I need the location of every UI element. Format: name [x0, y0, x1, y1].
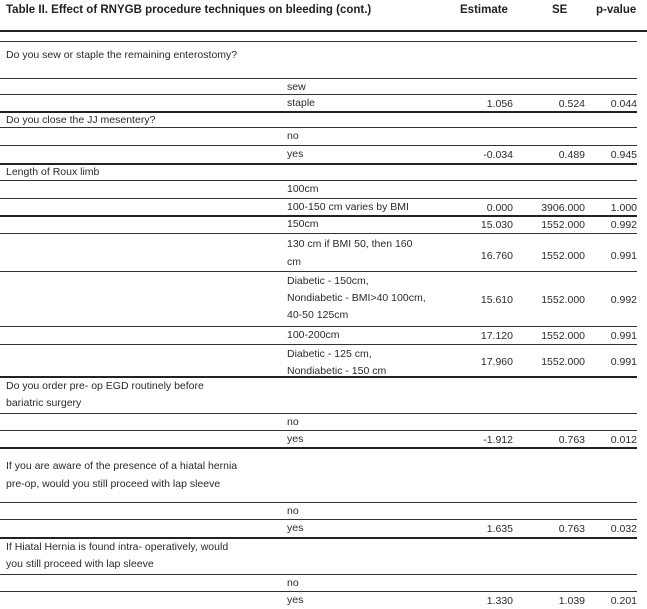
se-value: 1552.000	[541, 330, 585, 342]
row-divider	[0, 233, 637, 234]
row-divider	[0, 574, 637, 575]
estimate-value: 1.056	[486, 98, 513, 110]
estimate-value: -1.912	[483, 434, 513, 446]
answer-diabetic-125cm-line1: Diabetic - 125 cm,	[287, 348, 372, 360]
question-roux-limb: Length of Roux limb	[6, 166, 100, 178]
answer-yes: yes	[287, 522, 304, 534]
estimate-value: 15.030	[480, 219, 513, 231]
estimate-value: 1.330	[486, 595, 513, 607]
se-value: 3906.000	[541, 202, 585, 214]
question-preop-egd-line1: Do you order pre- op EGD routinely before	[6, 380, 204, 392]
se-value: 0.524	[558, 98, 585, 110]
se-value: 0.763	[558, 523, 585, 535]
answer-130-160cm-line2: cm	[287, 256, 301, 268]
answer-diabetic-125cm-line2: Nondiabetic - 150 cm	[287, 365, 387, 377]
answer-100cm: 100cm	[287, 183, 319, 195]
answer-no: no	[287, 416, 299, 428]
estimate-value: 17.960	[480, 356, 513, 368]
question-enterostomy: Do you sew or staple the remaining enterostomy?	[6, 49, 238, 61]
answer-130-160cm-line1: 130 cm if BMI 50, then 160	[287, 238, 413, 250]
answer-150cm: 150cm	[287, 218, 319, 230]
answer-staple: staple	[287, 97, 316, 109]
estimate-value: 16.760	[480, 250, 513, 262]
answer-100-200cm: 100-200cm	[287, 329, 340, 341]
row-divider	[0, 145, 637, 146]
pvalue-value: 0.991	[610, 330, 637, 342]
row-divider	[0, 78, 637, 79]
row-divider	[0, 271, 637, 272]
se-value: 0.763	[558, 434, 585, 446]
pvalue-value: 0.945	[610, 149, 637, 161]
estimate-value: 15.610	[480, 294, 513, 306]
se-value: 1552.000	[541, 219, 585, 231]
estimate-value: -0.034	[483, 149, 513, 161]
se-value: 1552.000	[541, 250, 585, 262]
answer-yes: yes	[287, 594, 304, 606]
pvalue-value: 0.991	[610, 250, 637, 262]
answer-diabetic-150cm-line1: Diabetic - 150cm,	[287, 275, 369, 287]
question-jj-mesentery: Do you close the JJ mesentery?	[6, 114, 156, 126]
answer-100-150cm: 100-150 cm varies by BMI	[287, 201, 409, 213]
pvalue-value: 1.000	[610, 202, 637, 214]
question-hiatal-hernia-intraop-line2: you still proceed with lap sleeve	[6, 558, 154, 570]
answer-yes: yes	[287, 433, 304, 445]
pvalue-value: 0.991	[610, 356, 637, 368]
answer-no: no	[287, 505, 299, 517]
pvalue-value: 0.044	[610, 98, 637, 110]
answer-sew: sew	[287, 81, 306, 93]
se-value: 0.489	[558, 149, 585, 161]
question-preop-egd-line2: bariatric surgery	[6, 397, 82, 409]
row-divider	[0, 591, 637, 592]
pvalue-value: 0.992	[610, 219, 637, 231]
se-value: 1552.000	[541, 294, 585, 306]
row-divider	[0, 127, 637, 128]
pvalue-value: 0.012	[610, 434, 637, 446]
row-divider	[0, 344, 637, 345]
row-divider	[0, 94, 637, 95]
table-header	[0, 0, 647, 32]
row-divider	[0, 41, 637, 42]
pvalue-value: 0.032	[610, 523, 637, 535]
question-hiatal-hernia-intraop-line1: If Hiatal Hernia is found intra- operatively, would	[6, 541, 229, 553]
row-divider	[0, 430, 637, 431]
se-value: 1.039	[558, 595, 585, 607]
column-header-se: SE	[552, 4, 568, 16]
estimate-value: 0.000	[486, 202, 513, 214]
question-hiatal-hernia-preop-line1: If you are aware of the presence of a hiatal hernia	[6, 460, 238, 472]
answer-diabetic-150cm-line2: Nondiabetic - BMI>40 100cm,	[287, 292, 426, 304]
answer-diabetic-150cm-line3: 40-50 125cm	[287, 309, 349, 321]
estimate-value: 17.120	[480, 330, 513, 342]
row-divider	[0, 413, 637, 414]
answer-no: no	[287, 130, 299, 142]
pvalue-value: 0.992	[610, 294, 637, 306]
row-divider	[0, 447, 637, 449]
se-value: 1552.000	[541, 356, 585, 368]
answer-no: no	[287, 577, 299, 589]
row-divider	[0, 519, 637, 520]
answer-yes: yes	[287, 148, 304, 160]
column-header-estimate: Estimate	[460, 4, 508, 16]
question-hiatal-hernia-preop-line2: pre-op, would you still proceed with lap sleeve	[6, 478, 221, 490]
pvalue-value: 0.201	[610, 595, 637, 607]
table-title: Table II. Effect of RNYGB procedure techniques on bleeding (cont.)	[6, 4, 372, 16]
estimate-value: 1.635	[486, 523, 513, 535]
row-divider	[0, 502, 637, 503]
column-header-pvalue: p-value	[596, 4, 637, 16]
